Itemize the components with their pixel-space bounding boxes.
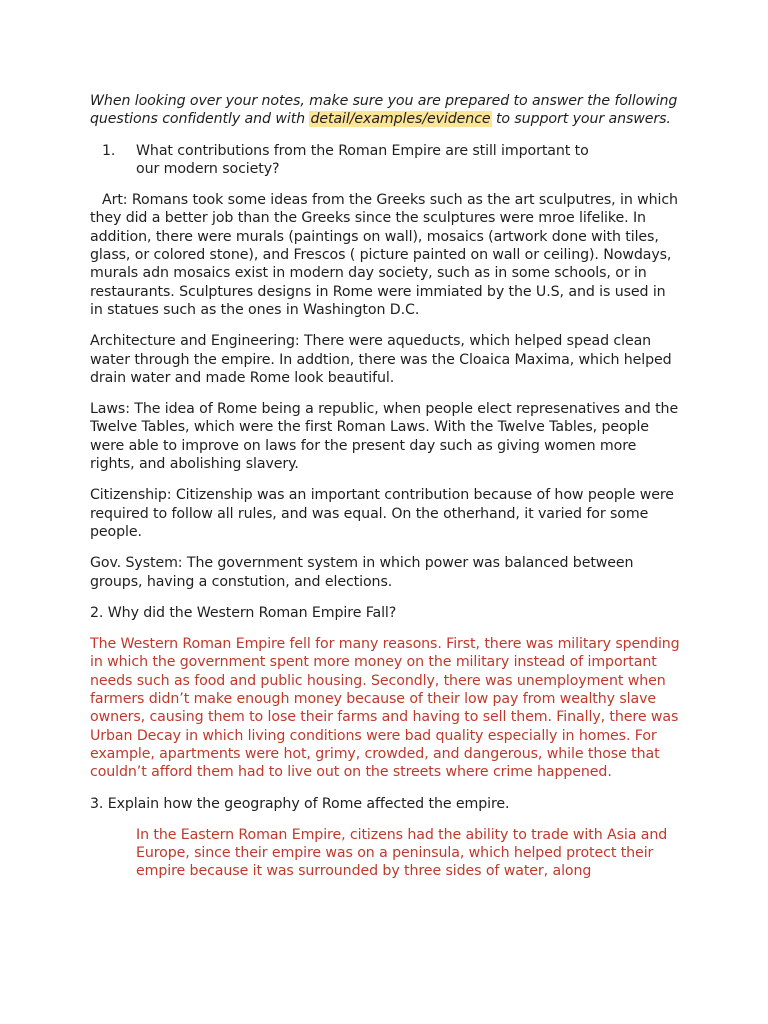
question-1: [90, 142, 682, 179]
question-2: 2. Why did the Western Roman Empire Fall?: [90, 604, 397, 621]
instructions-text-start: When looking over your notes, make sure you are prepared to answer the following questions confidently and with: [90, 93, 678, 128]
document-page: [90, 92, 682, 881]
highlighted-phrase: detail/examples/evidence: [310, 111, 491, 128]
question-1-text: What contributions from the Roman Empire are still important to our modern society?: [136, 142, 589, 177]
instructions-text-end: to support your answers.: [491, 111, 671, 128]
answer-government: Gov. System: The government system in which power was balanced between groups, having a constution, and elections.: [90, 555, 634, 590]
question-1-number: 1.: [102, 142, 116, 159]
answer-laws: Laws: The idea of Rome being a republic, when people elect represenatives and the Twelve Tables, which were the first Roman Laws. With the Twelve Tables, people were able to improve on laws for the present day such as giving women more rights, and abolishing slavery.: [90, 401, 679, 473]
answer-question-3: In the Eastern Roman Empire, citizens had the ability to trade with Asia and Europe, since their empire was on a peninsula, which helped protect their empire because it was surrounded by three sides of water, along: [136, 826, 668, 880]
answer-art: Art: Romans took some ideas from the Greeks such as the art sculputres, in which they did a better job than the Greeks since the sculptures were mroe lifelike. In addition, there were murals (paintings on wall), mosaics (artwork done with tiles, glass, or colored stone), and Frescos ( picture painted on wall or ceiling). Nowdays, murals adn mosaics exist in modern day society, such as in some schools, or in restaurants. Sculptures designs in Rome were immiated by the U.S, and is used in in statues such as the ones in Washington D.C.: [90, 192, 678, 318]
question-3: 3. Explain how the geography of Rome affected the empire.: [90, 795, 510, 812]
instructions-paragraph: [90, 92, 682, 129]
answer-architecture: Architecture and Engineering: There were aqueducts, which helped spead clean water through the empire. In addtion, there was the Cloaica Maxima, which helped drain water and made Rome look beautiful.: [90, 333, 672, 386]
answer-question-2: The Western Roman Empire fell for many reasons. First, there was military spending in which the government spent more money on the military instead of important needs such as food and public housing. Secondly, there was unemployment when farmers didn’t make enough money because of their low pay from wealthy slave owners, causing them to lose their farms and having to sell them. Finally, there was Urban Decay in which living conditions were bad quality especially in homes. For example, apartments were hot, grimy, crowded, and dangerous, while those that couldn’t afford them had to live out on the streets where crime happened.: [90, 636, 680, 781]
answer-citizenship: Citizenship: Citizenship was an important contribution because of how people were required to follow all rules, and was equal. On the otherhand, it varied for some people.: [90, 487, 674, 540]
